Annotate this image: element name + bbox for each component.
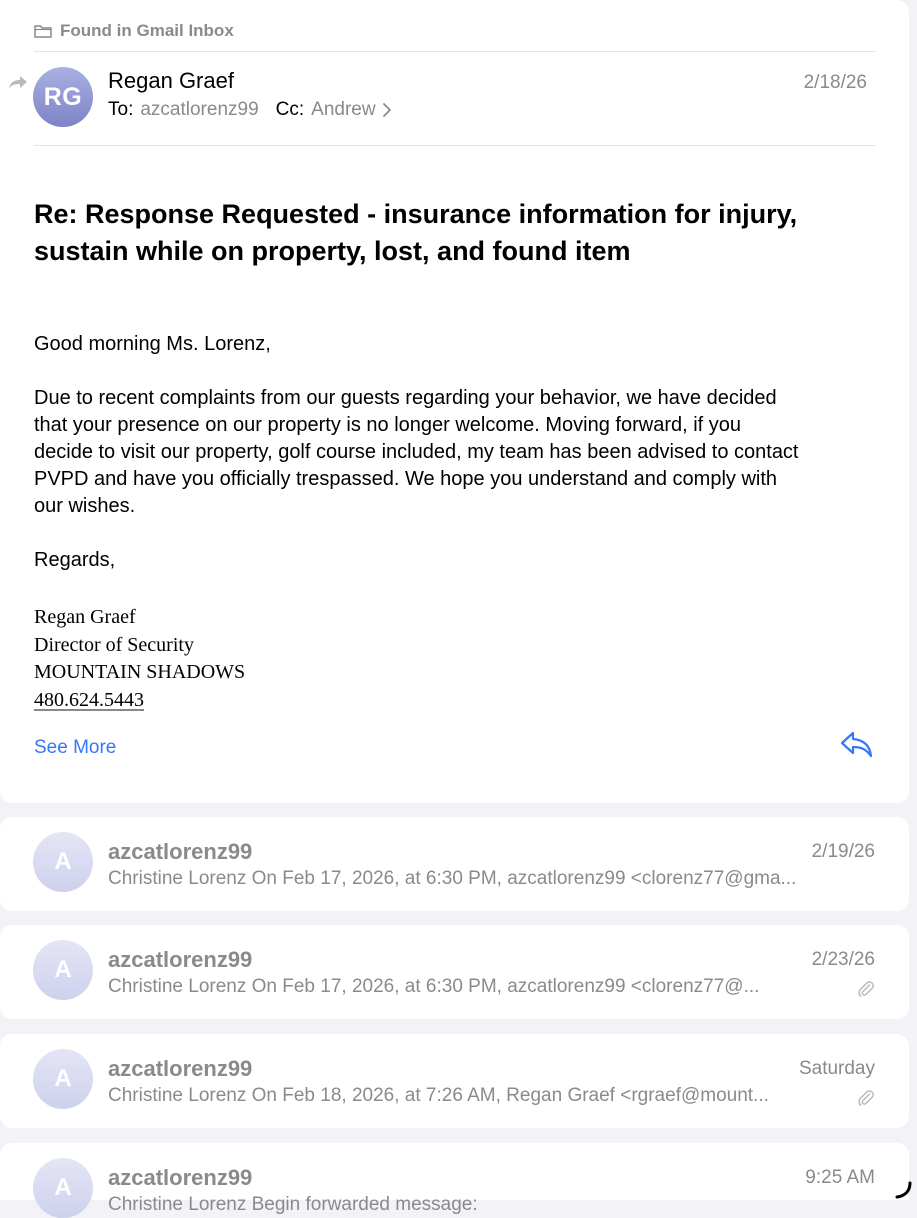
divider [34,51,876,52]
thread-sender: azcatlorenz99 [108,947,253,972]
greeting: Good morning Ms. Lorenz, [34,333,271,355]
thread-sender: azcatlorenz99 [108,1056,253,1081]
found-in-label: Found in Gmail Inbox [60,21,234,40]
recipients-line[interactable] [108,99,392,121]
paperclip-icon [857,980,875,998]
avatar: A [33,1158,93,1218]
thread-message[interactable] [0,925,909,1019]
sender-name[interactable]: Regan Graef [108,68,234,93]
sender-avatar: RG [33,67,93,127]
signature-phone-link[interactable]: 480.624.5443 [34,688,144,711]
paperclip-icon [857,1089,875,1107]
signature-title: Director of Security [34,633,194,656]
body-line: our wishes. [34,495,136,517]
signature-name: Regan Graef [34,606,136,628]
avatar: A [33,832,93,892]
see-more-link[interactable]: See More [34,737,117,758]
subject-line: Re: Response Requested - insurance information for injury, [34,199,798,229]
avatar: A [33,940,93,1000]
resize-handle-icon [893,1180,913,1200]
thread-preview: Christine Lorenz On Feb 17, 2026, at 6:30 PM, azcatlorenz99 <clorenz77@... [108,976,760,997]
body-line: that your presence on our property is no longer welcome. Moving forward, if you [34,414,742,436]
body-line: decide to visit our property, golf course included, my team has been advised to contact [34,441,799,463]
signature-company: MOUNTAIN SHADOWS [34,661,246,683]
found-in-mailbox[interactable] [34,18,234,44]
thread-preview: Christine Lorenz On Feb 17, 2026, at 6:30 PM, azcatlorenz99 <clorenz77@gma... [108,868,797,889]
thread-date: 9:25 AM [805,1167,875,1188]
message-subject [34,196,884,270]
message-date: 2/18/26 [803,72,867,93]
closing: Regards, [34,549,116,571]
thread-date: 2/19/26 [811,841,875,862]
reply-icon[interactable] [839,729,875,759]
chevron-right-icon[interactable] [382,103,392,117]
thread-message[interactable] [0,817,909,911]
cc-label: Cc: [275,99,305,120]
folder-icon [34,24,52,38]
body-line: Due to recent complaints from our guests regarding your behavior, we have decided [34,387,777,409]
body-line: PVPD and have you officially trespassed. We hope you understand and comply with [34,468,778,490]
thread-preview: Christine Lorenz Begin forwarded message: [108,1194,478,1215]
thread-message[interactable] [0,1034,909,1128]
forward-icon [7,73,29,91]
thread-preview: Christine Lorenz On Feb 18, 2026, at 7:26 AM, Regan Graef <rgraef@mount... [108,1085,769,1106]
thread-sender: azcatlorenz99 [108,1165,253,1190]
thread-date: Saturday [798,1058,875,1079]
avatar: A [33,1049,93,1109]
thread-sender: azcatlorenz99 [108,839,253,864]
cc-value[interactable]: Andrew [311,99,376,120]
thread-message[interactable] [0,1143,909,1215]
subject-line: sustain while on property, lost, and found item [34,236,631,266]
thread-date: 2/23/26 [811,949,875,970]
message-body [34,331,884,574]
to-label: To: [108,99,134,120]
signature [34,604,245,714]
divider [34,145,876,146]
to-value[interactable]: azcatlorenz99 [140,99,259,120]
